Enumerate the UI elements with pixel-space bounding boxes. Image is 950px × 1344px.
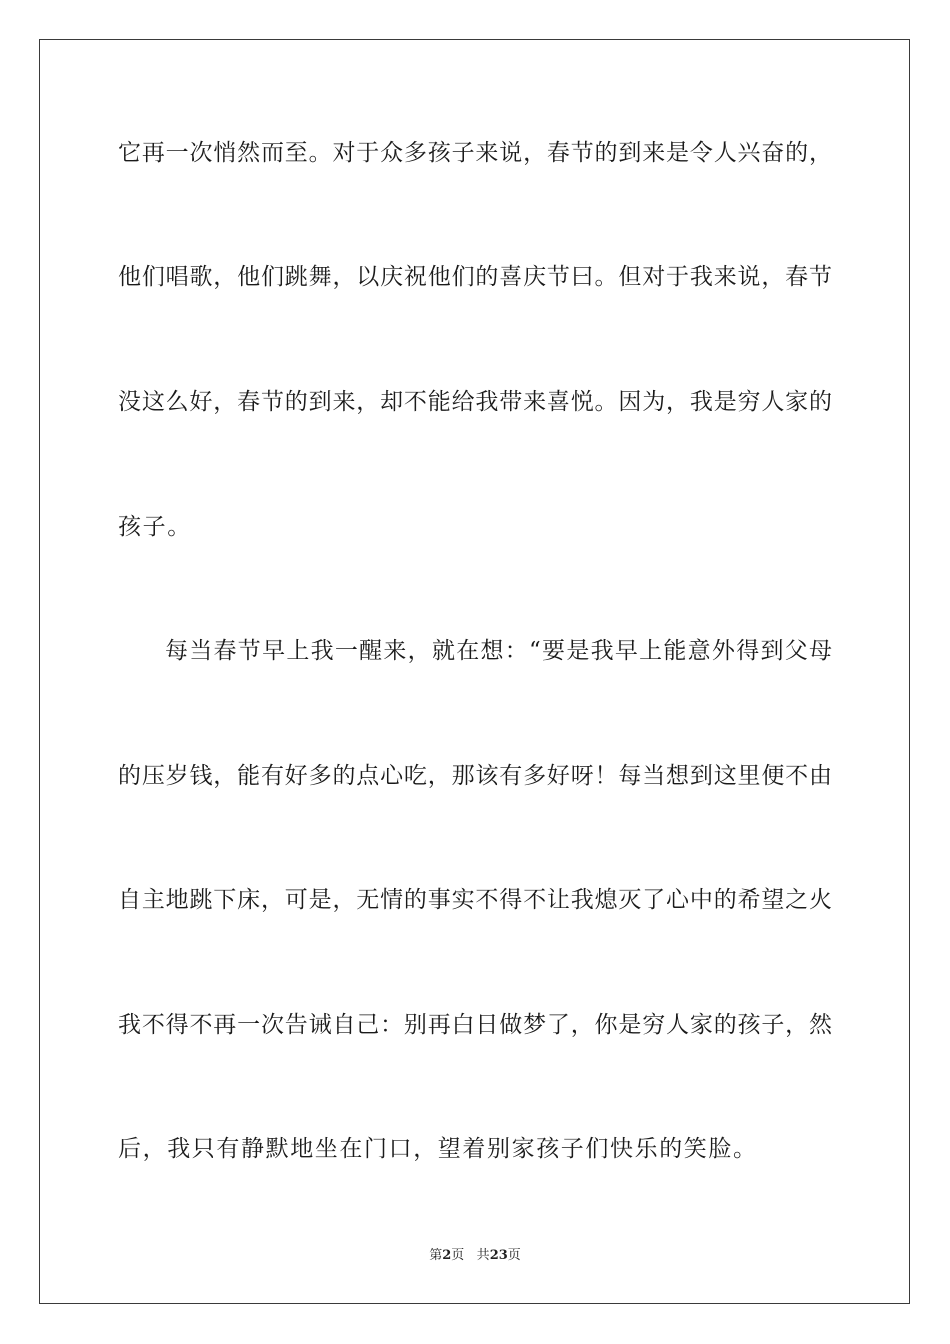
page-number: 2: [442, 1248, 452, 1263]
paragraph-line-8: 我不得不再一次告诫自己：别再白日做梦了，你是穷人家的孩子，然: [118, 1012, 832, 1038]
page-suffix: 页: [451, 1248, 465, 1263]
paragraph-line-5: 每当春节早上我一醒来，就在想：“要是我早上能意外得到父母: [165, 638, 832, 664]
paragraph-line-1: 它再一次悄然而至。对于众多孩子来说，春节的到来是令人兴奋的，: [118, 140, 832, 166]
paragraph-line-3: 没这么好，春节的到来，却不能给我带来喜悦。因为，我是穷人家的: [118, 389, 832, 415]
total-suffix: 页: [507, 1248, 521, 1263]
paragraph-line-9: 后，我只有静默地坐在门口，望着别家孩子们快乐的笑脸。: [118, 1136, 758, 1162]
paragraph-line-7: 自主地跳下床，可是，无情的事实不得不让我熄灭了心中的希望之火: [118, 887, 832, 913]
page-border: [39, 39, 910, 1304]
paragraph-line-6: 的压岁钱，能有好多的点心吃，那该有多好呀！每当想到这里便不由: [118, 763, 832, 789]
total-prefix: 共: [476, 1248, 490, 1263]
paragraph-line-4: 孩子。: [118, 514, 192, 540]
total-pages: 23: [489, 1248, 508, 1263]
page-prefix: 第: [429, 1248, 443, 1263]
page-footer: [0, 1247, 950, 1265]
paragraph-line-2: 他们唱歌，他们跳舞，以庆祝他们的喜庆节曰。但对于我来说，春节: [118, 264, 832, 290]
